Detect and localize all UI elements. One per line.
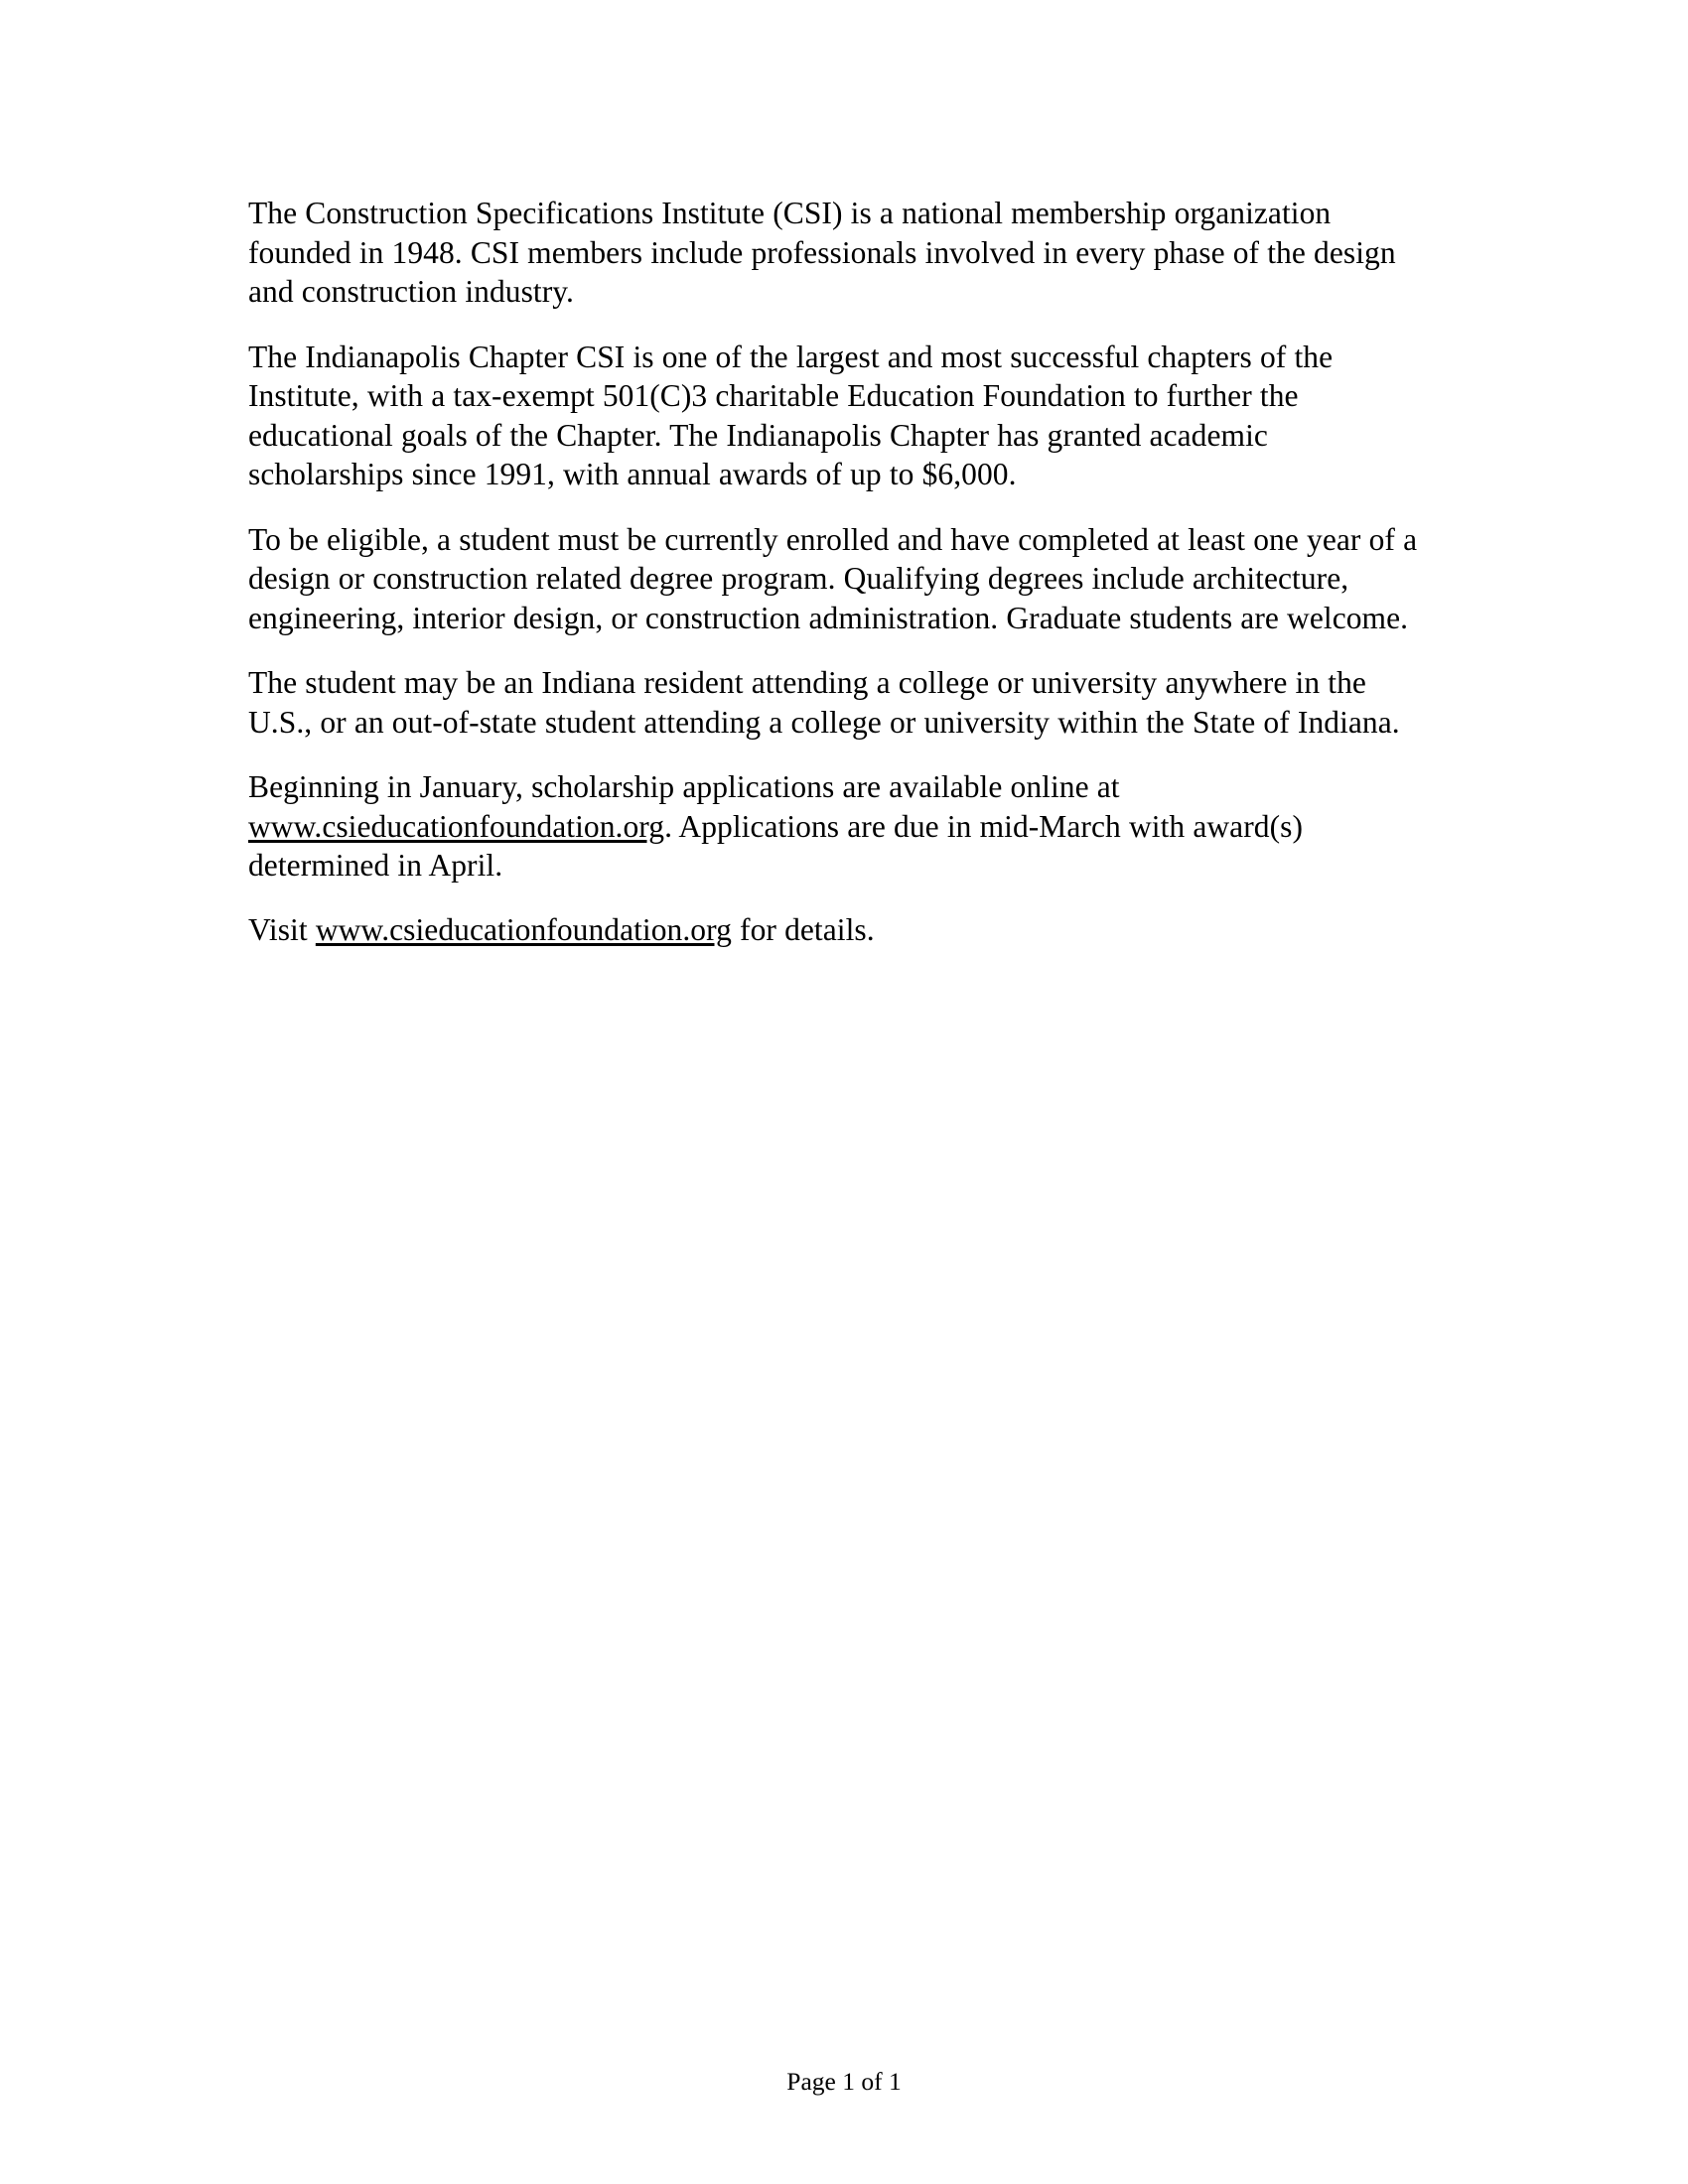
applications-tail-text: . Applications are due in mid-March with award(s) determined in April. xyxy=(248,808,1304,883)
visit-lead-text: Visit xyxy=(248,911,316,947)
applications-lead-text: Beginning in January, scholarship applications are available online at xyxy=(248,769,1120,804)
paragraph-applications xyxy=(248,767,1418,886)
paragraph-eligibility: To be eligible, a student must be currently enrolled and have completed at least one year of a design or construction related degree program. Qualifying degrees include architecture, engineering, interior design, or construction administration. Graduate students are welcome. xyxy=(248,521,1418,635)
paragraph-residency: The student may be an Indiana resident attending a college or university anywhere in the U.S., or an out-of-state student attending a college or university within the State of Indiana. xyxy=(248,665,1400,740)
paragraph-visit xyxy=(248,910,1418,950)
csi-education-foundation-link-secondary[interactable]: www.csieducationfoundation.org xyxy=(315,911,732,947)
paragraph-intro: The Construction Specifications Institute (CSI) is a national membership organization founded in 1948. CSI members include professionals involved in every phase of the design and construction industry. xyxy=(248,196,1396,309)
page-number-footer: Page 1 of 1 xyxy=(786,2067,902,2096)
visit-tail-text: for details. xyxy=(731,911,875,947)
csi-education-foundation-link[interactable]: www.csieducationfoundation.org xyxy=(248,808,665,844)
paragraph-chapter: The Indianapolis Chapter CSI is one of the largest and most successful chapters of the Institute, with a tax-exempt 501(C)3 charitable Education Foundation to further the educational goals of the Chapter. The Indianapolis Chapter has granted academic scholarships since 1991, with annual awards of up to $6,000. xyxy=(248,339,1334,491)
document-body xyxy=(248,194,1418,975)
